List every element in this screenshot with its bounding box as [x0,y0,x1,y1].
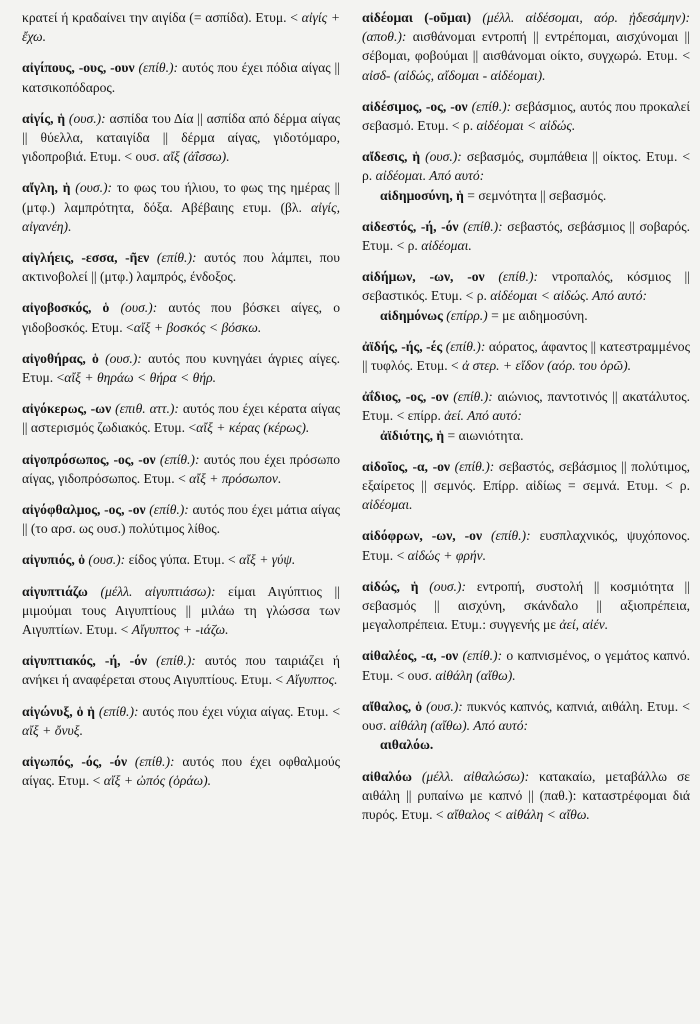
part-of-speech: (επίθ.): [98,703,139,719]
definition: σεβαστός, σεβάσμιος || σοβαρός. Ετυμ. < ρ. [362,218,690,254]
headword[interactable]: αἴγλη, ἡ [22,180,71,196]
part-of-speech: (επίθ.): [463,218,503,234]
dictionary-entry [22,58,340,96]
headword[interactable]: αἰδοῖος, -α, -ον [362,458,450,474]
etymology: ἀεί. Από αυτό: [444,408,522,424]
definition: ο καπνισμένος, ο γεμάτος καπνό. Ετυμ. < ουσ. [362,648,690,683]
headword[interactable]: ἀϊδής, -ής, -ές [362,338,443,354]
sub-gloss: = με αιδημοσύνη. [491,307,588,323]
headword[interactable]: αἰδέσιμος, -ος, -ον [362,98,468,114]
part-of-speech: (επίθ.): [134,754,175,770]
dictionary-entry [362,387,690,445]
dictionary-entry [22,298,340,336]
headword[interactable]: αἰγόφθαλμος, -ος, -ον [22,502,146,518]
etymology: ἀ στερ. + εἴδον (αόρ. του ὁρῶ). [462,358,632,374]
definition: πυκνός καπνός, καπνιά, αιθάλη. Ετυμ. < ουσ. [362,698,690,734]
part-of-speech: (επίθ.): [462,648,503,664]
definition: είδος γύπα. Ετυμ. < [128,552,240,568]
etymology: αἰδέομαι. [362,497,413,513]
dictionary-entry [362,147,690,205]
headword[interactable]: αἰδέομαι (-οῦμαι) [362,10,472,25]
dictionary-entry [22,8,340,46]
dictionary-entry [362,97,690,135]
dictionary-entry [22,178,340,236]
sub-gloss: = σεμνότητα || σεβασμός. [467,187,607,203]
dictionary-entry [22,500,340,538]
left-column [22,8,340,803]
dictionary-entry [22,582,340,640]
headword[interactable]: αἰγυπτιάζω [22,583,88,599]
part-of-speech: (μέλλ. αἰθαλώσω): [421,768,530,784]
headword[interactable]: αἰθαλέος, -α, -ον [362,648,459,664]
dictionary-entry [362,457,690,515]
sub-headword[interactable]: ἀϊδιότης, ἡ [380,427,445,443]
definition: κατακαίω, μεταβάλλω σε αιθάλη || ρυπαίνω με καπνό || (παθ.): καταστρέφομαι διά πυρός. Ετυμ. < [362,768,690,822]
definition: σεβασμός, συμπάθεια || οίκτος. Ετυμ. < ρ. [362,149,690,184]
dictionary-entry [22,248,340,286]
dictionary-entry [362,697,690,755]
definition: είμαι Αιγύπτιος || μιμούμαι τους Αιγυπτίους || μιλάω τη γλώσσα των Αιγυπτίων. Ετυμ. < [22,583,340,638]
etymology: Αἴγυπτος. [286,672,338,688]
headword[interactable]: αἰγυπιός, ὁ [22,552,86,568]
dictionary-entry [22,651,340,689]
sub-part-of-speech: (επίρρ.) [446,307,488,323]
definition: αυτός που έχει πόδια αίγας || κατσικοπόδαρος. [22,60,340,95]
headword[interactable]: αἰθαλόω [362,768,412,784]
headword[interactable]: αἰγίπους, -ους, -ουν [22,60,135,76]
headword[interactable]: ἀΐδιος, -ος, -ον [362,389,449,405]
dictionary-entry [22,702,340,740]
definition: αόρατος, άφαντος || κατεστραμμένος || τυφλός. Ετυμ. < [362,338,690,374]
sub-entry [362,735,690,754]
part-of-speech: (επίθ.): [445,338,486,354]
definition: αυτός που κυνηγάει άγριες αίγες. Ετυμ. < [22,350,341,386]
definition: ντροπαλός, κόσμιος || σεβαστικός. Ετυμ. < ρ. [362,269,690,304]
part-of-speech: (μέλλ. αἰγυπτιάσω): [100,583,216,599]
part-of-speech: (ουσ.): [425,149,462,165]
part-of-speech: (επίθ.): [453,389,493,405]
headword[interactable]: αἴθαλος, ὁ [362,698,422,714]
headword[interactable]: αἰγώνυξ, ὁ ἡ [22,703,95,719]
part-of-speech: (επίθ.): [138,60,179,76]
right-column [362,8,690,836]
definition: αιώνιος, παντοτινός || ακατάλυτος. Ετυμ. < επίρρ. [362,389,690,424]
headword[interactable]: αἰγλήεις, -εσσα, -ῆεν [22,250,150,266]
headword[interactable]: αἴδεσις, ἡ [362,149,421,165]
sub-gloss: = αιωνιότητα. [447,427,524,443]
part-of-speech: (επίθ.): [498,269,539,285]
definition: αισθάνομαι εντροπή || εντρέπομαι, αισχύνομαι || σέβομαι, φοβούμαι || αισθάνομαι οίκτο, συγχωρώ. Ετυμ. < [362,29,690,64]
etymology: Αἴγυπτος + -ιάζω. [131,622,229,638]
etymology: αἴθαλος < αἰθάλη < αἴθω. [447,806,590,822]
part-of-speech: (ουσ.): [105,350,142,366]
dictionary-entry [22,349,340,387]
sub-entry [362,426,690,445]
definition: αυτός που λάμπει, που ακτινοβολεί || (μτφ.) λαμπρός, ένδοξος. [22,250,341,285]
dictionary-entry [362,217,690,255]
dictionary-entry [362,526,690,564]
sub-entry [362,186,690,205]
part-of-speech: (ουσ.): [429,578,466,594]
definition: αυτός που έχει νύχια αίγας. Ετυμ. < [142,703,341,719]
part-of-speech: (επιθ. αττ.): [115,401,179,417]
etymology: ἀεί, αἰέν. [559,617,609,633]
sub-headword[interactable]: αιθαλόω. [380,737,434,753]
definition: σεβαστός, σεβάσμιος || πολύτιμος, εξαίρετος || σεμνός. Επίρρ. αἰδίως = σεμνά. Ετυμ. < ρ. [362,458,690,494]
definition: ασπίδα του Δία || ασπίδα από δέρμα αίγας || θύελλα, καταιγίδα || δέρμα αίγας, γιδοτόμαρο, γιδοπροβιά. Ετυμ. < ουσ. [22,110,340,165]
etymology: αἴξ + θηράω < θήρα < θήρ. [64,370,216,386]
etymology: αἰδέομαι. Από αυτό: [375,168,485,184]
headword[interactable]: αἰγοθήρας, ὁ [22,350,99,366]
dictionary-entry [362,646,690,684]
dictionary-entry [22,450,340,488]
definition: εντροπή, συστολή || κοσμιότητα || σεβασμός || αισχύνη, σκάνδαλο || αξιοπρέπεια, μεγαλοπρέπεια. Ετυμ.: συγγενής με [362,578,690,633]
etymology: αἰδέομαι < αἰδώς. Από αυτό: [490,288,648,304]
headword[interactable]: αἰγοβοσκός, ὁ [22,300,110,316]
part-of-speech: (επίθ.): [471,98,512,114]
etymology: αἰγίς, αἰγανέη). [22,199,340,234]
definition: ευσπλαχνικός, ψυχόπονος. Ετυμ. < [362,528,690,563]
etymology: αἰδώς + φρήν. [407,547,487,563]
etymology: αἴξ + γύψ. [239,552,296,568]
etymology: αἰσδ- (αἰδώς, αἴδομαι - αἰδέομαι). [362,67,546,83]
etymology: αἴξ + βοσκός < βόσκω. [133,319,262,335]
etymology: αἰθάλη (αἴθω). Από αυτό: [389,718,529,734]
dictionary-entry [362,267,690,325]
dictionary-entry [22,399,340,437]
part-of-speech: (μέλλ. αἰδέσομαι, αόρ. ᾐδεσάμην): (αποθ.): [362,10,690,45]
definition: αυτός που βόσκει αίγες, ο γιδοβοσκός. Ετυμ. < [22,300,341,335]
part-of-speech: (ουσ.): [75,180,113,196]
dictionary-entry [362,337,690,375]
definition: αυτός που έχει μάτια αίγας || (το αρσ. ως ουσ.) πολύτιμος λίθος. [22,502,341,537]
part-of-speech: (ουσ.): [68,110,106,126]
etymology: αἴξ (ἀΐσσω). [163,149,230,165]
headword[interactable]: αἰγωπός, -ός, -όν [22,754,128,770]
part-of-speech: (επίθ.): [149,502,189,518]
dictionary-entry [362,8,690,85]
part-of-speech: (ουσ.): [88,552,126,568]
headword[interactable]: αἰγυπτιακός, -ή, -όν [22,653,148,669]
etymology: αἴξ + ὠπός (ὁράω). [103,773,212,789]
headword[interactable]: αἰδεστός, -ή, -όν [362,218,459,234]
part-of-speech: (επίθ.): [156,653,196,669]
etymology: αἰθάλη (αἴθω). [435,667,516,683]
dictionary-entry [22,550,340,569]
sub-headword[interactable]: αἰδημοσύνη, ἡ [380,187,464,203]
part-of-speech: (επίθ.): [156,250,197,266]
definition: αυτός που έχει πρόσωπο αίγας, γιδοπρόσωπος. Ετυμ. < [22,451,340,486]
definition: αυτός που ταιριάζει ή ανήκει ή αναφέρεται στους Αιγυπτίους. Ετυμ. < [22,653,340,688]
headword[interactable]: αἰδόφρων, -ων, -ον [362,528,483,544]
part-of-speech: (επίθ.): [454,458,495,474]
definition: σεβάσμιος, αυτός που προκαλεί σεβασμό. Ετυμ. < ρ. [362,98,690,134]
part-of-speech: (επίθ.): [159,451,200,467]
dictionary-entry [22,109,340,167]
definition: αυτός που έχει οφθαλμούς αίγας. Ετυμ. < [22,754,340,789]
headword[interactable]: αἰγίς, ἡ [22,110,66,126]
headword[interactable]: αἰδώς, ἡ [362,578,419,594]
definition: το φως του ήλιου, το φως της ημέρας || (μτφ.) λαμπρότητα, δόξα. Αβέβαιης ετυμ. (βλ. [22,180,341,215]
definition: αυτός που έχει κέρατα αίγας || αστερισμός ζωδιακός. Ετυμ. < [22,401,340,436]
etymology: αἰγίς + ἔχω. [22,10,340,45]
dictionary-entry [362,767,690,825]
part-of-speech: (επίθ.): [491,528,531,544]
headword[interactable]: αἰδήμων, -ων, -ον [362,269,485,285]
dictionary-entry [22,752,340,790]
headword[interactable]: αἰγόκερως, -ων [22,401,112,417]
etymology: αἴξ + ὄνυξ. [22,722,83,738]
sub-headword[interactable]: αἰδημόνως [380,307,443,323]
etymology: αἰδέομαι. [421,238,472,254]
sub-entry [362,306,690,325]
part-of-speech: (ουσ.): [120,300,158,316]
etymology: αἴξ + κέρας (κέρως). [196,420,310,436]
etymology: αἰδέομαι < αἰδώς. [476,118,576,134]
etymology: αἴξ + πρόσωπον. [189,470,282,486]
headword[interactable]: αἰγοπρόσωπος, -ος, -ον [22,451,156,467]
part-of-speech: (ουσ.): [426,698,463,714]
dictionary-entry [362,577,690,635]
entry-continuation-text: κρατεί ή κραδαίνει την αιγίδα (= ασπίδα). Ετυμ. < [22,10,302,25]
